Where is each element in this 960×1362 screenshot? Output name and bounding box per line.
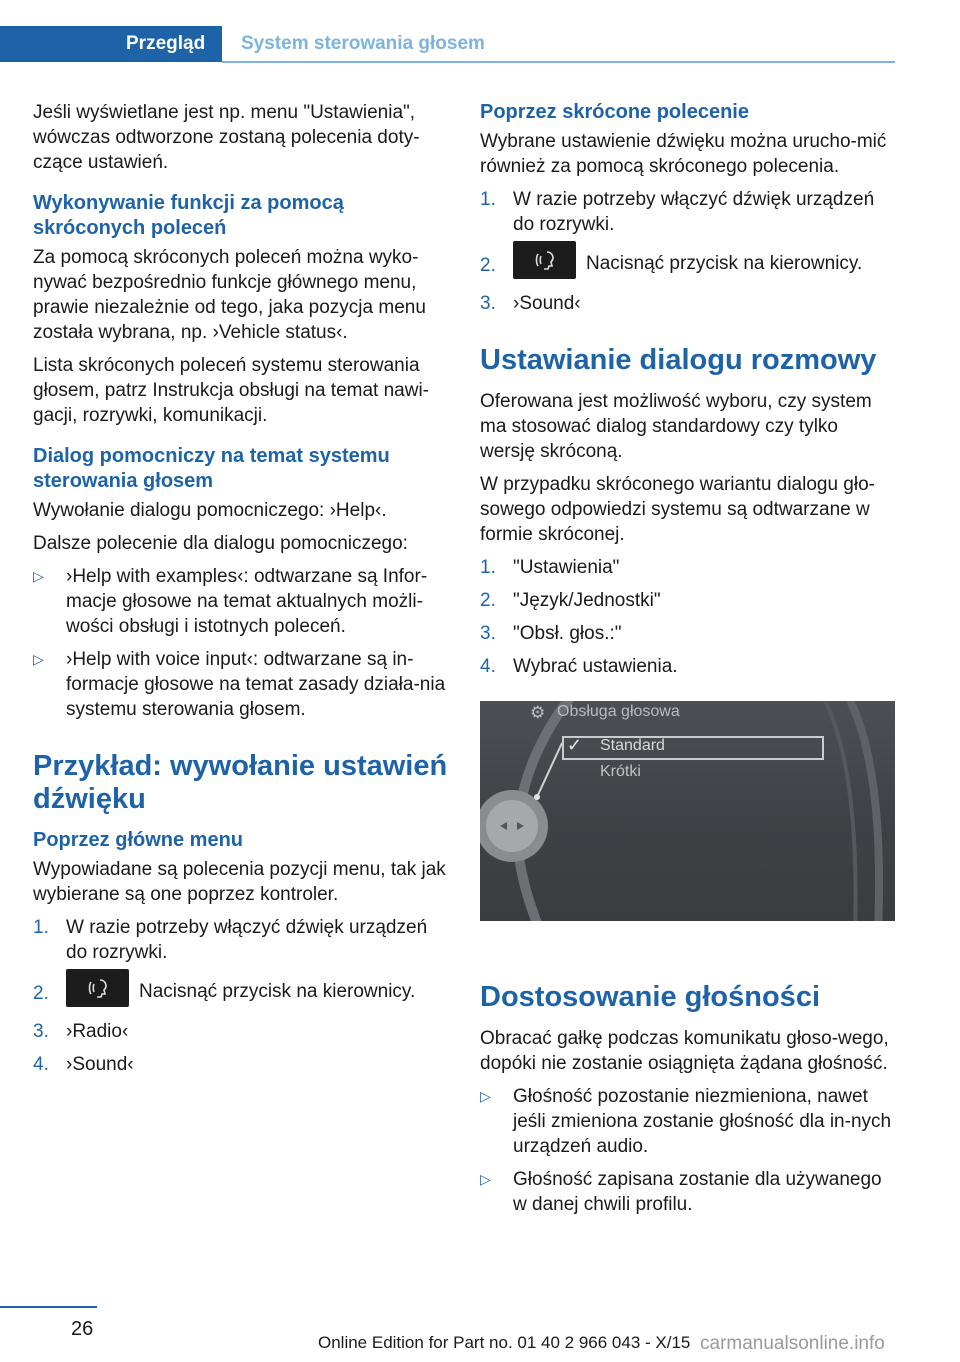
bullet-triangle-icon: ▷ <box>480 1171 491 1187</box>
short-command-paragraph: Wybrane ustawienie dźwięku można urucho-mić również za pomocą skróconego polecenia. <box>480 131 887 177</box>
heading-example: Przykład: wywołanie ustawień dźwięku <box>33 750 448 815</box>
step-number: 1. <box>480 189 496 210</box>
step-number: 2. <box>480 590 496 611</box>
bullet-triangle-icon: ▷ <box>480 1088 491 1104</box>
step-number: 1. <box>480 557 496 578</box>
bullet-triangle-icon: ▷ <box>33 568 44 584</box>
list-item <box>480 1167 898 1217</box>
main-menu-steps <box>33 915 451 1077</box>
list-item-text: ›Help with examples‹: odtwarzane są Infor-macje głosowe na temat aktualnych możli-wości obsługi i istotnych poleceń. <box>66 566 428 637</box>
step-number: 3. <box>480 293 496 314</box>
screen-title: Obsługa głosowa <box>557 703 680 720</box>
intro-paragraph: Jeśli wyświetlane jest np. menu "Ustawienia", wówczas odtworzone zostaną polecenia doty-czące ustawień. <box>33 102 420 173</box>
step-number: 1. <box>33 917 49 938</box>
list-item <box>33 1019 451 1044</box>
list-item <box>33 647 451 722</box>
dialog-steps <box>480 555 898 679</box>
list-item <box>33 564 451 639</box>
list-item <box>480 187 898 237</box>
option-short[interactable]: Krótki <box>600 763 641 780</box>
footer-rule <box>0 1306 97 1308</box>
step-number: 4. <box>480 656 496 677</box>
header-chapter-label: Przegląd <box>126 33 206 54</box>
list-item <box>480 621 898 646</box>
list-item <box>480 291 898 316</box>
main-menu-paragraph: Wypowiadane są polecenia pozycji menu, tak jak wybierane są one poprzez kontroler. <box>33 859 446 905</box>
help-paragraph-1: Wywołanie dialogu pomocniczego: ›Help‹. <box>33 500 387 521</box>
list-item-text: W razie potrzeby włączyć dźwięk urządzeń do rozrywki. <box>513 189 875 235</box>
help-paragraph-2: Dalsze polecenie dla dialogu pomocniczego: <box>33 533 408 554</box>
list-item-text: W razie potrzeby włączyć dźwięk urządzeń do rozrywki. <box>66 917 428 963</box>
left-column <box>33 100 451 1085</box>
step-number: 3. <box>33 1021 49 1042</box>
list-item-text: ›Help with voice input‹: odtwarzane są in-formacje głosowe na temat zasady działa-nia systemu sterowania głosem. <box>66 649 446 720</box>
page-number: 26 <box>71 1318 94 1340</box>
list-item <box>33 973 451 1011</box>
list-item-text: Głośność pozostanie niezmieniona, nawet jeśli zmieniona zostanie głośność dla in-nych urządzeń audio. <box>513 1086 892 1157</box>
list-item-text: ›Sound‹ <box>66 1054 134 1075</box>
list-item <box>33 915 451 965</box>
volume-paragraph: Obracać gałkę podczas komunikatu głoso-wego, dopóki nie zostanie osiągnięta żądana głośność. <box>480 1028 889 1074</box>
dialog-paragraph-1: Oferowana jest możliwość wyboru, czy system ma stosować dialog standardowy czy tylko wersję skróconą. <box>480 391 872 462</box>
heading-shortcuts: Wykonywanie funkcji za pomocą skróconych poleceń <box>33 192 344 239</box>
voice-command-button-icon <box>513 241 576 279</box>
idrive-screen-image <box>480 701 895 921</box>
list-item <box>480 1084 898 1159</box>
shortcuts-paragraph-2: Lista skróconych poleceń systemu sterowania głosem, patrz Instrukcja obsługi na temat nawi-gacji, rozrywki, komunikacji. <box>33 355 430 426</box>
voice-command-button-icon <box>66 969 129 1007</box>
list-item <box>480 588 898 613</box>
list-item-text: Wybrać ustawienia. <box>513 656 678 677</box>
gear-icon: ⚙ <box>530 703 546 722</box>
step-number: 2. <box>33 983 49 1004</box>
watermark: carmanualsonline.info <box>700 1333 885 1354</box>
step-number: 2. <box>480 255 496 276</box>
controller-graphic <box>480 701 895 921</box>
bullet-triangle-icon: ▷ <box>33 651 44 667</box>
short-command-steps <box>480 187 898 316</box>
edition-note: Online Edition for Part no. 01 40 2 966 043 - X/15 <box>318 1333 691 1352</box>
heading-dialog-settings: Ustawianie dialogu rozmowy <box>480 344 877 376</box>
step-number: 3. <box>480 623 496 644</box>
option-standard[interactable]: Standard <box>600 737 665 754</box>
list-item-text: Nacisnąć przycisk na kierownicy. <box>139 981 416 1003</box>
list-item <box>480 245 898 283</box>
list-item-text: "Obsł. głos.:" <box>513 623 622 644</box>
list-item <box>480 555 898 580</box>
list-item <box>480 654 898 679</box>
volume-bullet-list <box>480 1084 898 1217</box>
header-rule <box>222 61 895 63</box>
shortcuts-paragraph-1: Za pomocą skróconych poleceń można wyko-nywać bezpośrednio funkcje głównego menu, prawie niezależnie od tego, jaka pozycja menu została wybrana, np. ›Vehicle status‹. <box>33 247 426 343</box>
dialog-paragraph-2: W przypadku skróconego wariantu dialogu gło-sowego odpowiedzi systemu są odtwarzane w formie skróconej. <box>480 474 875 545</box>
header-section-title: System sterowania głosem <box>241 33 485 54</box>
list-item-text: Głośność zapisana zostanie dla używanego w danej chwili profilu. <box>513 1169 882 1215</box>
heading-main-menu: Poprzez główne menu <box>33 829 244 851</box>
step-number: 4. <box>33 1054 49 1075</box>
header-chapter-tab <box>0 26 222 62</box>
check-icon: ✓ <box>567 735 583 755</box>
list-item-text: "Język/Jednostki" <box>513 590 661 611</box>
list-item-text: ›Sound‹ <box>513 293 581 314</box>
help-bullet-list <box>33 564 451 722</box>
heading-volume: Dostosowanie głośności <box>480 981 820 1013</box>
list-item <box>33 1052 451 1077</box>
list-item-text: ›Radio‹ <box>66 1021 129 1042</box>
heading-help-dialog: Dialog pomocniczy na temat systemu sterowania głosem <box>33 445 390 492</box>
heading-short-command: Poprzez skrócone polecenie <box>480 101 749 123</box>
list-item-text: "Ustawienia" <box>513 557 620 578</box>
right-column <box>480 100 898 1225</box>
list-item-text: Nacisnąć przycisk na kierownicy. <box>586 253 863 275</box>
